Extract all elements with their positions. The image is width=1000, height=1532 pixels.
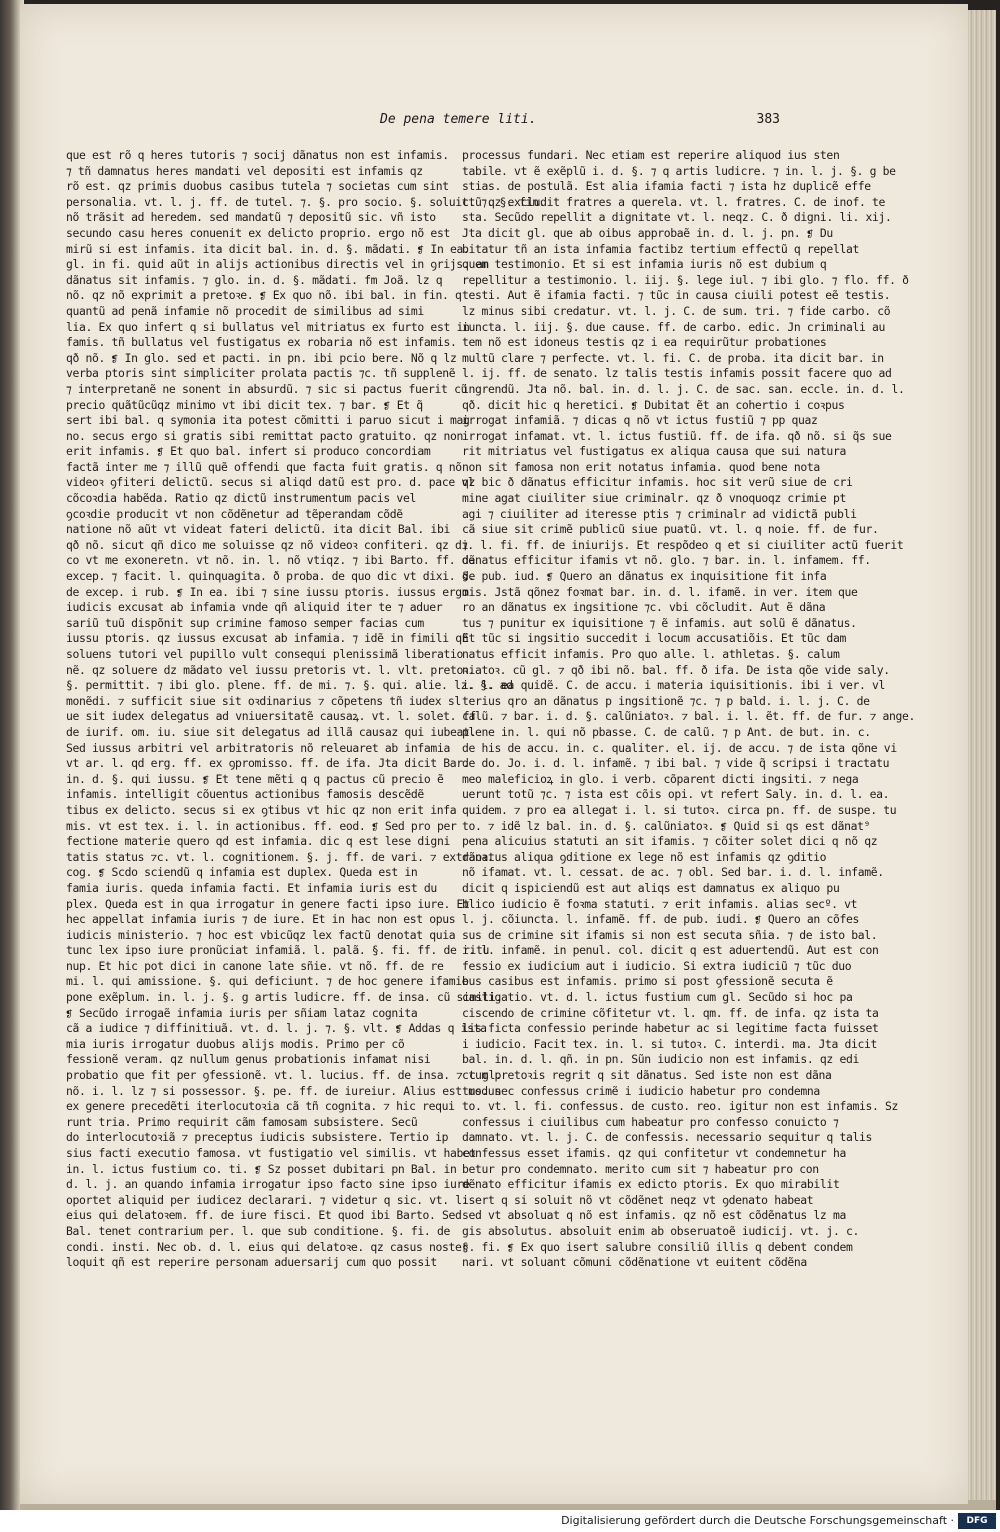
text-line: iudicis excusat ab infamia vnde qñ aliquid iter te ⁊ aduer xyxy=(66,600,443,615)
text-line: nõ trãsit ad heredem. sed mandatũ ⁊ depositũ sic. vñ isto xyxy=(66,210,436,225)
text-line: quantũ ad penã infamie nõ procedit de similibus ad simi xyxy=(66,303,424,318)
text-line: sta. Secũdo repellit a dignitate vt. l. neqz. C. ð digni. li. xij. xyxy=(462,210,892,225)
text-line: meo maleficioꝝ in glo. i verb. cõparent dicti ingsiti. ⁊ nega xyxy=(462,771,859,786)
text-line: qð nõ. sicut qñ dico me soluisse qz nõ videoꝛ confiteri. qz di xyxy=(66,537,469,552)
right-text-column xyxy=(462,148,916,1270)
text-line: blico iudicio ẽ foꝛma statuti. ⁊ erit infamis. alias secº. vt xyxy=(462,896,858,911)
text-line: nõ. qz nõ exprimit a pretoꝛe. ❡ Ex quo nõ. ibi bal. in fin. q xyxy=(66,288,462,303)
text-line: dẽnato efficitur ifamis ex edicto ptoris. Ex quo mirabilit xyxy=(462,1177,840,1192)
text-line: sus de crimine sit ifamis si non est secuta sñia. ⁊ de isto bal. xyxy=(462,927,878,942)
text-line: excep. ⁊ facit. l. quinquagita. ð proba. de quo dic vt dixi. §. xyxy=(66,569,475,584)
text-line: to. vt. l. fi. confessus. de custo. reo. igitur non est infamis. Sz xyxy=(462,1099,899,1114)
text-line: mis. vt est tex. i. l. in actionibus. ff. eod. ❡ Sed pro per xyxy=(66,818,457,833)
text-line: co vt me exoneretn. vt nõ. in. l. nõ vtiqz. ⁊ ibi Barto. ff. de xyxy=(66,553,475,568)
text-line: videoꝛ ꝯfiteri delictũ. secus si aliqd datũ est pro. d. pace vl xyxy=(66,475,475,490)
funding-notice: Digitalisierung gefördert durch die Deutsche Forschungsgemeinschaft · xyxy=(561,1514,954,1527)
text-line: sed vt absoluat q nõ est infamis. qz nõ est cõdẽnatus lz ma xyxy=(462,1208,846,1223)
running-head xyxy=(380,112,780,132)
text-line: bal. in. d. l. qñ. in pn. Sũn iudicio non est infamis. qz edi xyxy=(462,1052,859,1067)
text-line: isert q si soluit nõ vt cõdẽnet neqz vt ꝯdenato habeat xyxy=(462,1192,814,1207)
text-line: ue sit iudex delegatus ad vniuersitatẽ causaꝝ. vt. l. solet. ff xyxy=(66,709,476,724)
text-line: testi. Aut ẽ ifamia facti. ⁊ tũc in causa ciuili potest eẽ testis. xyxy=(462,288,891,303)
text-line: lia. Ex quo infert q si bullatus vel mitriatus ex furto est in xyxy=(66,319,470,334)
text-line: precio quãtũcũqz minimo vt ibi dicit tex. ⁊ bar. ❡ Et q̃ xyxy=(66,397,423,412)
text-line: §. fi. ❡ Ex quo isert salubre consiliũ illis q debent condem xyxy=(462,1239,853,1254)
text-line: repellitur a testimonio. l. iij. §. lege iul. ⁊ ibi glo. ⁊ flo. ff. ð xyxy=(462,272,909,287)
text-line: mis. Jstã qõnez foꝛmat bar. in. d. l. ifamẽ. in ver. item que xyxy=(462,584,858,599)
text-line: iussu ptoris. qz iussus excusat ab infamia. ⁊ idẽ in fimili qñ xyxy=(66,631,469,646)
dfg-logo-icon: DFG xyxy=(958,1513,996,1529)
text-line: §. permittit. ⁊ ibi glo. plene. ff. de mi. ⁊. §. qui. alie. lz. §. ad xyxy=(66,678,513,693)
text-line: qð nõ. ❡ In glo. sed et pacti. in pn. ibi pcio bere. Nõ q lz xyxy=(66,350,457,365)
text-line: probatio que fit per ꝯfessionẽ. vt. l. lucius. ff. de insa. ⁊ c gl. xyxy=(66,1068,502,1083)
text-line: ❡ Secũdo irrogaẽ infamia iuris per sñiam lataz cognita xyxy=(66,1005,418,1020)
text-line: ⁊. l. fi. ff. de iniurijs. Et respõdeo q et si ciuiliter actũ fuerit xyxy=(462,537,904,552)
text-line: cã siue sit crimẽ publicũ siue puatũ. vt. l. q noie. ff. de fur. xyxy=(462,522,879,537)
text-line: cã a iudice ⁊ diffinitiuã. vt. d. l. j. ⁊. §. vlt. ❡ Addas q ista xyxy=(66,1021,487,1036)
text-line: confessus esset ifamis. qz qui confitetur vt condemnetur ha xyxy=(462,1146,846,1160)
text-line: ꝯcoꝛdie producit vt non cõdẽnetur ad tẽperandam cõdẽ xyxy=(66,506,403,521)
text-line: l. ij. ff. de senato. lz talis testis infamis possit facere quo ad xyxy=(462,366,892,381)
text-line: lz minus sibi credatur. vt. l. j. C. de sum. tri. ⁊ fide carbo. cõ xyxy=(462,303,891,318)
text-line: i iudicio. Facit tex. in. l. si tutoꝛ. C. interdi. ma. Jta dicit xyxy=(462,1036,878,1051)
text-line: fectione materie quero qd est infamia. dic q est lese digni xyxy=(66,834,450,849)
text-line: famis. tñ bullatus vel fustigatus ex robaria nõ est infamis. xyxy=(66,335,457,350)
text-line: stias. de postulã. Est alia ifamia facti ⁊ ista hz duplicẽ effe xyxy=(462,179,871,194)
text-line: mi. l. qui amissione. §. qui deficiunt. ⁊ de hoc genere ifamie xyxy=(66,974,469,989)
text-line: de do. Jo. i. d. l. infamẽ. ⁊ ibi bal. ⁊ vide q̃ scripsi i tractatu xyxy=(462,756,890,771)
text-line: dãnatus sit infamis. ⁊ glo. in. d. §. mãdati. fm Joã. lz q xyxy=(66,272,443,287)
text-line: de pub. iud. ❡ Quero an dãnatus ex inquisitione fit infa xyxy=(462,569,827,584)
text-line: multũ clare ⁊ perfecte. vt. l. fi. C. de proba. ita dicit bar. in xyxy=(462,350,884,365)
text-line: Bal. tenet contrarium per. l. que sub conditione. §. fi. de xyxy=(66,1223,450,1238)
text-line: soluens tutori vel pupillo vult consequi plenissimã liberatio xyxy=(66,647,463,661)
text-line: ctũ qz excludit fratres a querela. vt. l. fratres. C. de inof. te xyxy=(462,194,886,209)
text-line: pena alicuius statuti an sit ifamis. ⁊ cõiter solet dici q nõ qz xyxy=(462,834,878,849)
text-line: erit infamis. ❡ Et quo bal. infert si produco concordiam xyxy=(66,444,431,459)
text-line: factã inter me ⁊ illũ quẽ offendi que facta fuit gratis. q nõ xyxy=(66,459,462,474)
text-line: nari. vt soluant cõmuni cõdẽnatione vt euitent cõdẽna xyxy=(462,1255,807,1270)
text-line: qz bic ð dãnatus efficitur infamis. hoc sit verũ siue de cri xyxy=(462,475,853,490)
text-line: tibus ex delicto. secus si ex ꝯtibus vt hic qz non erit infa xyxy=(66,802,457,817)
text-line: fessio ex iudicium aut i iudicio. Si extra iudiciũ ⁊ tũc duo xyxy=(462,958,852,973)
text-line: lis ficta confessio perinde habetur ac si legitime facta fuisset xyxy=(462,1021,879,1036)
text-line: cog. ❡ Scdo sciendũ q infamia est duplex. Queda est in xyxy=(66,865,418,880)
text-line: ⁊ tñ damnatus heres mandati vel depositi est infamis qz xyxy=(66,163,423,178)
text-line: irrogat infamiã. ⁊ dicas q nõ vt ictus fustiũ ⁊ pp quaz xyxy=(462,413,818,428)
text-line: fessionẽ veram. qz nullum genus probationis infamat nisi xyxy=(66,1052,431,1067)
text-line: de iurif. om. iu. siue sit delegatus ad illã causaz qui iubeat. xyxy=(66,724,476,739)
text-line: do interlocutoꝛiã ⁊ preceptus iudicis subsistere. Tertio ip xyxy=(66,1130,449,1145)
text-line: condi. insti. Nec ob. d. l. eius qui delatoꝛe. qz casus noster xyxy=(66,1239,469,1254)
text-line: no. secus ergo si gratis sibi remittat pacto gratuito. qz non xyxy=(66,428,463,443)
text-line: to. ⁊ idẽ lz bal. in. d. §. calũniatoꝛ. ❡ Quid si qs est dãnat⁹ xyxy=(462,818,871,833)
text-line: gis absolutus. absoluit enim ab obseruatoẽ iudicij. vt. j. c. xyxy=(462,1223,859,1238)
text-line: tabile. vt ẽ exẽplũ i. d. §. ⁊ q artis ludicre. ⁊ in. l. j. §. g be xyxy=(462,163,896,178)
text-line: natione nõ aũt vt videat fateri delictũ. ita dicit Bal. ibi xyxy=(66,522,450,537)
text-line: in. l. ictus fustium co. ti. ❡ Sz posset dubitari pn Bal. in xyxy=(66,1161,457,1176)
text-line: bitatur tñ an ista infamia factibz tertium effectũ q repellat xyxy=(462,241,859,256)
text-line: niatoꝛ. cũ gl. ⁊ qð ibi nõ. bal. ff. ð ifa. De ista qõe vide saly. xyxy=(462,662,890,677)
text-line: loquit qñ est reperire personam aduersarij cum quo possit xyxy=(66,1255,437,1270)
text-line: dãnatus efficitur ifamis vt nõ. glo. ⁊ bar. in. l. infamem. ff. xyxy=(462,553,871,568)
text-line: rit mitriatus vel fustigatus ex aliqua causa que sui natura xyxy=(462,444,846,459)
text-line: sariũ tuũ dispõnit sup crimine famoso semper facias cum xyxy=(66,615,424,630)
text-line: irrogat infamat. vt. l. ictus fustiũ. ff. de ifa. qð nõ. si q̃s sue xyxy=(462,428,892,443)
text-line: eius qui delatoꝛem. ff. de iure fisci. Et quod ibi Barto. Sed xyxy=(66,1208,462,1223)
text-line: tem nõ est idoneus testis qz i ea requirũtur probationes xyxy=(462,335,827,350)
text-line: tus ⁊ punitur ex iquisitione ⁊ ẽ infamis. aut solũ ẽ dãnatus. xyxy=(462,615,857,630)
text-line: vt ar. l. qd erg. ff. ex ꝯpromisso. ff. de ifa. Jta dicit Bar. xyxy=(66,756,470,771)
text-line: personalia. vt. l. j. ff. de tutel. ⁊. §. pro socio. §. soluit. ⁊. §. fin. xyxy=(66,194,546,209)
text-line: tunc lex ipso iure pronũciat infamiã. l. palã. §. fi. ff. de ritu xyxy=(66,943,490,958)
text-line: Sed iussus arbitri vel arbitratoris nõ releuaret ab infamia xyxy=(66,740,450,755)
text-line: nup. Et hic pot dici in canone late sñie. vt nõ. ff. de re xyxy=(66,958,444,973)
text-line: pone exẽplum. in. l. j. §. g artis ludicre. ff. de insa. cũ simili. xyxy=(66,990,503,1005)
text-line: secundo casu heres conuenit ex delicto proprio. ergo nõ est xyxy=(66,225,450,240)
text-line: betur pro condemnato. merito cum sit ⁊ habeatur pro con xyxy=(462,1161,819,1176)
text-line: iudicis ministerio. ⁊ hoc est vbicũqz lex factũ denotat quia xyxy=(66,927,456,942)
text-line: mirũ si est infamis. ita dicit bal. in. d. §. mãdati. ❡ In ea. xyxy=(66,241,470,256)
text-line: monẽdi. ⁊ sufficit siue sit oꝛdinarius ⁊ cõpetens tñ iudex sl xyxy=(66,693,461,708)
text-line: ex genere precedẽti iterlocutoꝛia cã tñ cognita. ⁊ hic requi xyxy=(66,1099,455,1114)
text-line: processus fundari. Nec etiam est reperire aliquod ius sten xyxy=(462,148,840,162)
text-line: castigatio. vt. d. l. ictus fustium cum gl. Secũdo si hoc pa xyxy=(462,990,853,1005)
text-line: non sit famosa non erit notatus infamia. quod bene nota xyxy=(462,459,820,474)
text-line: tus. nec confessus crimẽ i iudicio habetur pro condemna xyxy=(462,1083,820,1098)
text-line: ⁊ interpretanẽ ne sonent in absurdũ. ⁊ sic si pactus fuerit cũ xyxy=(66,381,468,396)
text-line: ciscendo de crimine cõfitetur vt. l. qm. ff. de infa. qz ista ta xyxy=(462,1005,879,1020)
text-line: natus efficit infamis. Pro quo alle. l. athletas. §. calum xyxy=(462,647,840,661)
text-line: mine agat ciuiliter siue criminalr. qz ð vnoquoqz crimie pt xyxy=(462,491,846,506)
text-line: nẽ. qz soluere dz mãdato vel iussu pretoris vt. l. vlt. pretoꝛ. xyxy=(66,662,475,677)
text-line: confessus i ciuilibus cum habeatur pro confesso conuicto ⁊ xyxy=(462,1114,839,1129)
text-line: de excep. i rub. ❡ In ea. ibi ⁊ sine iussu ptoris. iussus ergo xyxy=(66,584,469,599)
text-line: terius qro an dãnatus p ingsitionẽ ⁊c. ⁊ p bald. i. l. j. C. de xyxy=(462,693,870,708)
text-line: iuncta. l. iij. §. due cause. ff. de carbo. edic. Jn criminali au xyxy=(462,319,886,334)
text-line: i. l. infamẽ. in penul. col. dicit q est aduertendũ. Aut est con xyxy=(462,943,879,958)
text-line: Jta dicit gl. que ab oibus approbaẽ in. d. l. j. pn. ❡ Du xyxy=(462,225,833,240)
text-line: uerunt totũ ⁊c. ⁊ ista est cõis opi. vt refert Saly. in. d. l. ea. xyxy=(462,787,890,802)
text-line: runt tria. Primo requirit cãm famosam subsistere. Secũ xyxy=(66,1114,418,1129)
text-line: nõ. i. l. lz ⁊ si possessor. §. pe. ff. de iureiur. Alius est modus xyxy=(66,1083,501,1098)
left-text-column xyxy=(66,148,546,1270)
colophon-bar xyxy=(0,1510,1000,1532)
text-line: famia iuris. queda infamia facti. Et infamia iuris est du xyxy=(66,880,437,895)
text-line: dãnatus aliqua ꝯditione ex lege nõ est infamis qz ꝯditio xyxy=(462,849,827,864)
text-line: d. l. j. an quando infamia irrogatur ipso facto sine ipso iure xyxy=(66,1177,470,1192)
text-line: damnato. vt. l. j. C. de confessis. necessario sequitur q talis xyxy=(462,1130,872,1145)
text-line: Et tũc si ingsitio succedit i locum accusatiõis. Et tũc dam xyxy=(462,631,846,646)
text-line: in. d. §. qui iussu. ❡ Et tene mẽti q q pactus cũ precio ẽ xyxy=(66,771,444,786)
text-line: infamis. intelligit cõuentus actionibus famosis descẽdẽ xyxy=(66,787,424,802)
text-line: hec appellat infamia iuris ⁊ de iure. Et in hac non est opus xyxy=(66,912,456,927)
text-line: de his de accu. in. c. qualiter. el. ij. de accu. ⁊ de ista qõne vi xyxy=(462,740,897,755)
text-line: l. j. cõiuncta. l. infamẽ. ff. de pub. iudi. ❡ Quero an cõfes xyxy=(462,912,859,927)
text-line: ingrendũ. Jta nõ. bal. in. d. l. j. C. de sac. san. eccle. in. d. l. xyxy=(462,381,905,396)
text-line: quidem. ⁊ pro ea allegat i. l. si tutoꝛ. circa pn. ff. de suspe. tu xyxy=(462,802,897,817)
text-line: plene in. l. qui nõ pbasse. C. de calũ. ⁊ p Ant. de but. in. c. xyxy=(462,724,871,739)
text-line: dicit q ispiciendũ est aut aliqs est damnatus ex aliquo pu xyxy=(462,880,840,895)
text-line: gl. in fi. quid aũt in alijs actionibus directis vel in ꝯrijs. an xyxy=(66,257,489,272)
text-line: plex. Queda est in qua irrogatur in genere facti ipso iure. Et xyxy=(66,896,470,911)
running-head-title: De pena temere liti. xyxy=(380,112,537,127)
text-line: mia iuris irrogatur duobus alijs modis. Primo per cõ xyxy=(66,1036,405,1051)
folio-number: 383 xyxy=(756,112,780,127)
text-line: bus casibus est infamis. primo si post ꝯfessionẽ secuta ẽ xyxy=(462,974,833,989)
text-line: sius facti executio famosa. vt fustigatio vel similis. vt habet xyxy=(66,1146,476,1160)
text-line: oportet aliquid per iudicez declarari. ⁊ videtur q sic. vt. l. xyxy=(66,1192,469,1207)
text-line: qð. dicit hic q heretici. ❡ Dubitat ẽt an cohertio i coꝛpus xyxy=(462,397,845,412)
text-line: que est rõ q heres tutoris ⁊ socij dãnatus non est infamis. xyxy=(66,148,449,162)
text-line: agi ⁊ ciuiliter ad iteresse ptis ⁊ criminalr ad vidictã publi xyxy=(462,506,857,521)
text-line: quem testimonio. Et si est infamia iuris nõ est dubium q xyxy=(462,257,827,272)
text-line: nõ ifamat. vt. l. cessat. de ac. ⁊ obl. Sed bar. i. d. l. infamẽ. xyxy=(462,865,884,880)
text-line: calũ. ⁊ bar. i. d. §. calũniatoꝛ. ⁊ bal. i. l. ẽt. ff. de fur. ⁊ ange. xyxy=(462,709,916,724)
text-line: verba ptoris sint simpliciter prolata pactis ⁊c. tñ supplenẽ xyxy=(66,366,456,381)
text-line: i. l. ea quidẽ. C. de accu. i materia iquisitionis. ibi i ver. vl xyxy=(462,678,886,693)
text-line: ctum pretoꝛis regrit q sit dãnatus. Sed iste non est dãna xyxy=(462,1068,832,1083)
text-line: rõ est. qz primis duobus casibus tutela ⁊ societas cum sint xyxy=(66,179,449,194)
text-line: sert ibi bal. q symonia ita potest cõmitti i paruo sicut i mag xyxy=(66,413,470,428)
text-line: ro an dãnatus ex ingsitione ⁊c. vbi cõcludit. Aut ẽ dãna xyxy=(462,600,826,615)
text-line: tatis status ⁊c. vt. l. cognitionem. §. j. ff. de vari. ⁊ extraoꝛ. xyxy=(66,849,494,864)
text-line: cõcoꝛdia habẽda. Ratio qz dictũ instrumentum pacis vel xyxy=(66,491,416,506)
